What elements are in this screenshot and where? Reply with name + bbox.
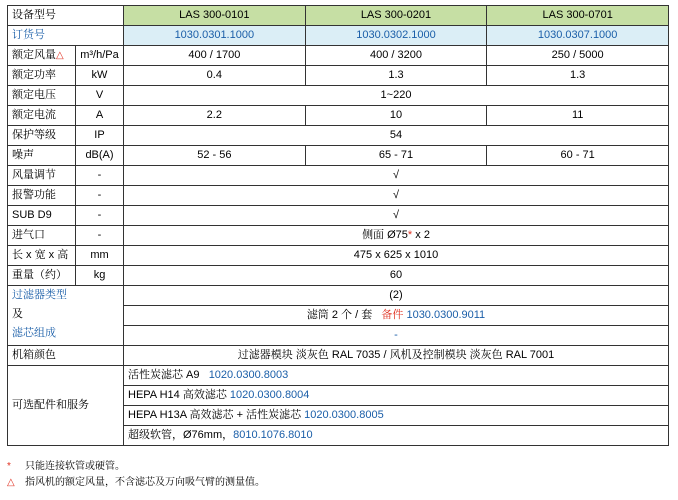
options-label: 可选配件和服务 <box>8 366 124 446</box>
unit: - <box>76 226 124 246</box>
model-label: 设备型号 <box>8 6 124 26</box>
unit: A <box>76 106 124 126</box>
filter-cartridge: 滤筒 2 个 / 套 备件 1030.0300.9011 <box>124 306 669 326</box>
filter-count: (2) <box>124 286 669 306</box>
filter-label <box>8 286 124 346</box>
value: 60 - 71 <box>487 146 669 166</box>
table-row <box>8 106 669 126</box>
value: 1.3 <box>487 66 669 86</box>
table-row <box>8 246 669 266</box>
option-item: 活性炭滤芯 A9 1020.0300.8003 <box>124 366 669 386</box>
order-number: 1030.0307.1000 <box>487 26 669 46</box>
part-number: 8010.1076.8010 <box>233 429 313 441</box>
row-label: 长 x 宽 x 高 <box>8 246 76 266</box>
options-row <box>8 366 669 386</box>
part-number: 1030.0300.9011 <box>406 309 486 321</box>
row-label: 额定电流 <box>8 106 76 126</box>
row-label: 保护等级 <box>8 126 76 146</box>
row-label: SUB D9 <box>8 206 76 226</box>
footnote: * 只能连接软管或硬管。 <box>7 459 265 475</box>
table-row <box>8 346 669 366</box>
order-row <box>8 26 669 46</box>
asterisk-marker: * <box>7 461 11 472</box>
check-mark: √ <box>124 206 669 226</box>
table-row <box>8 166 669 186</box>
part-number: 1020.0300.8004 <box>229 389 310 401</box>
value: 0.4 <box>124 66 306 86</box>
row-label: 额定功率 <box>8 66 76 86</box>
row-label: 额定电压 <box>8 86 76 106</box>
filter-label-line: 过滤器类型 <box>12 289 67 301</box>
value: 65 - 71 <box>305 146 487 166</box>
order-label: 订货号 <box>8 26 124 46</box>
model-header: LAS 300-0101 <box>124 6 306 26</box>
value: 400 / 3200 <box>305 46 487 66</box>
value: 11 <box>487 106 669 126</box>
value: 250 / 5000 <box>487 46 669 66</box>
row-label: 报警功能 <box>8 186 76 206</box>
order-number: 1030.0302.1000 <box>305 26 487 46</box>
model-header: LAS 300-0701 <box>487 6 669 26</box>
row-label: 机箱颜色 <box>8 346 124 366</box>
unit: m³/h/Pa <box>76 46 124 66</box>
unit: - <box>76 166 124 186</box>
value: 52 - 56 <box>124 146 306 166</box>
filter-label-line: 及 <box>12 308 23 320</box>
value: 1~220 <box>124 86 669 106</box>
spec-table <box>7 5 669 446</box>
value: 侧面 Ø75* x 2 <box>124 226 669 246</box>
delta-marker: △ <box>7 477 15 488</box>
table-row <box>8 206 669 226</box>
table-row <box>8 126 669 146</box>
table-row <box>8 266 669 286</box>
table-row <box>8 66 669 86</box>
check-mark: √ <box>124 186 669 206</box>
table-row <box>8 146 669 166</box>
unit: V <box>76 86 124 106</box>
unit: IP <box>76 126 124 146</box>
row-label: 风量调节 <box>8 166 76 186</box>
value: 1.3 <box>305 66 487 86</box>
delta-marker: △ <box>56 50 64 61</box>
unit: - <box>76 206 124 226</box>
value: 10 <box>305 106 487 126</box>
table-row <box>8 226 669 246</box>
unit: kg <box>76 266 124 286</box>
filter-label-line: 滤芯组成 <box>12 327 56 339</box>
value: 2.2 <box>124 106 306 126</box>
row-label: 进气口 <box>8 226 76 246</box>
option-item: HEPA H13A 高效滤芯 + 活性炭滤芯 1020.0300.8005 <box>124 406 669 426</box>
footnotes <box>7 459 265 491</box>
asterisk-marker: * <box>407 229 413 241</box>
option-item: 超级软管，Ø76mm，8010.1076.8010 <box>124 426 669 446</box>
row-label: 重量（约） <box>8 266 76 286</box>
value: 54 <box>124 126 669 146</box>
unit: kW <box>76 66 124 86</box>
part-number: 1020.0300.8005 <box>304 409 384 421</box>
row-label-airflow: 额定风量△ <box>8 46 76 66</box>
housing-color-value: 过滤器模块 淡灰色 RAL 7035 / 风机及控制模块 淡灰色 RAL 7001 <box>124 346 669 366</box>
unit: - <box>76 186 124 206</box>
value: 475 x 625 x 1010 <box>124 246 669 266</box>
header-row <box>8 6 669 26</box>
model-header: LAS 300-0201 <box>305 6 487 26</box>
value: 60 <box>124 266 669 286</box>
value: 400 / 1700 <box>124 46 306 66</box>
option-item: HEPA H14 高效滤芯 1020.0300.8004 <box>124 386 669 406</box>
table-row <box>8 186 669 206</box>
row-label: 噪声 <box>8 146 76 166</box>
part-number: 1020.0300.8003 <box>208 369 289 381</box>
filter-row <box>8 286 669 306</box>
filter-composition: - <box>124 326 669 346</box>
order-number: 1030.0301.1000 <box>124 26 306 46</box>
footnote: △ 指风机的额定风量，不含滤芯及万向吸气臂的测量值。 <box>7 475 265 491</box>
table-row <box>8 86 669 106</box>
table-row <box>8 46 669 66</box>
spare-part-label: 备件 <box>381 309 404 321</box>
check-mark: √ <box>124 166 669 186</box>
unit: mm <box>76 246 124 266</box>
unit: dB(A) <box>76 146 124 166</box>
